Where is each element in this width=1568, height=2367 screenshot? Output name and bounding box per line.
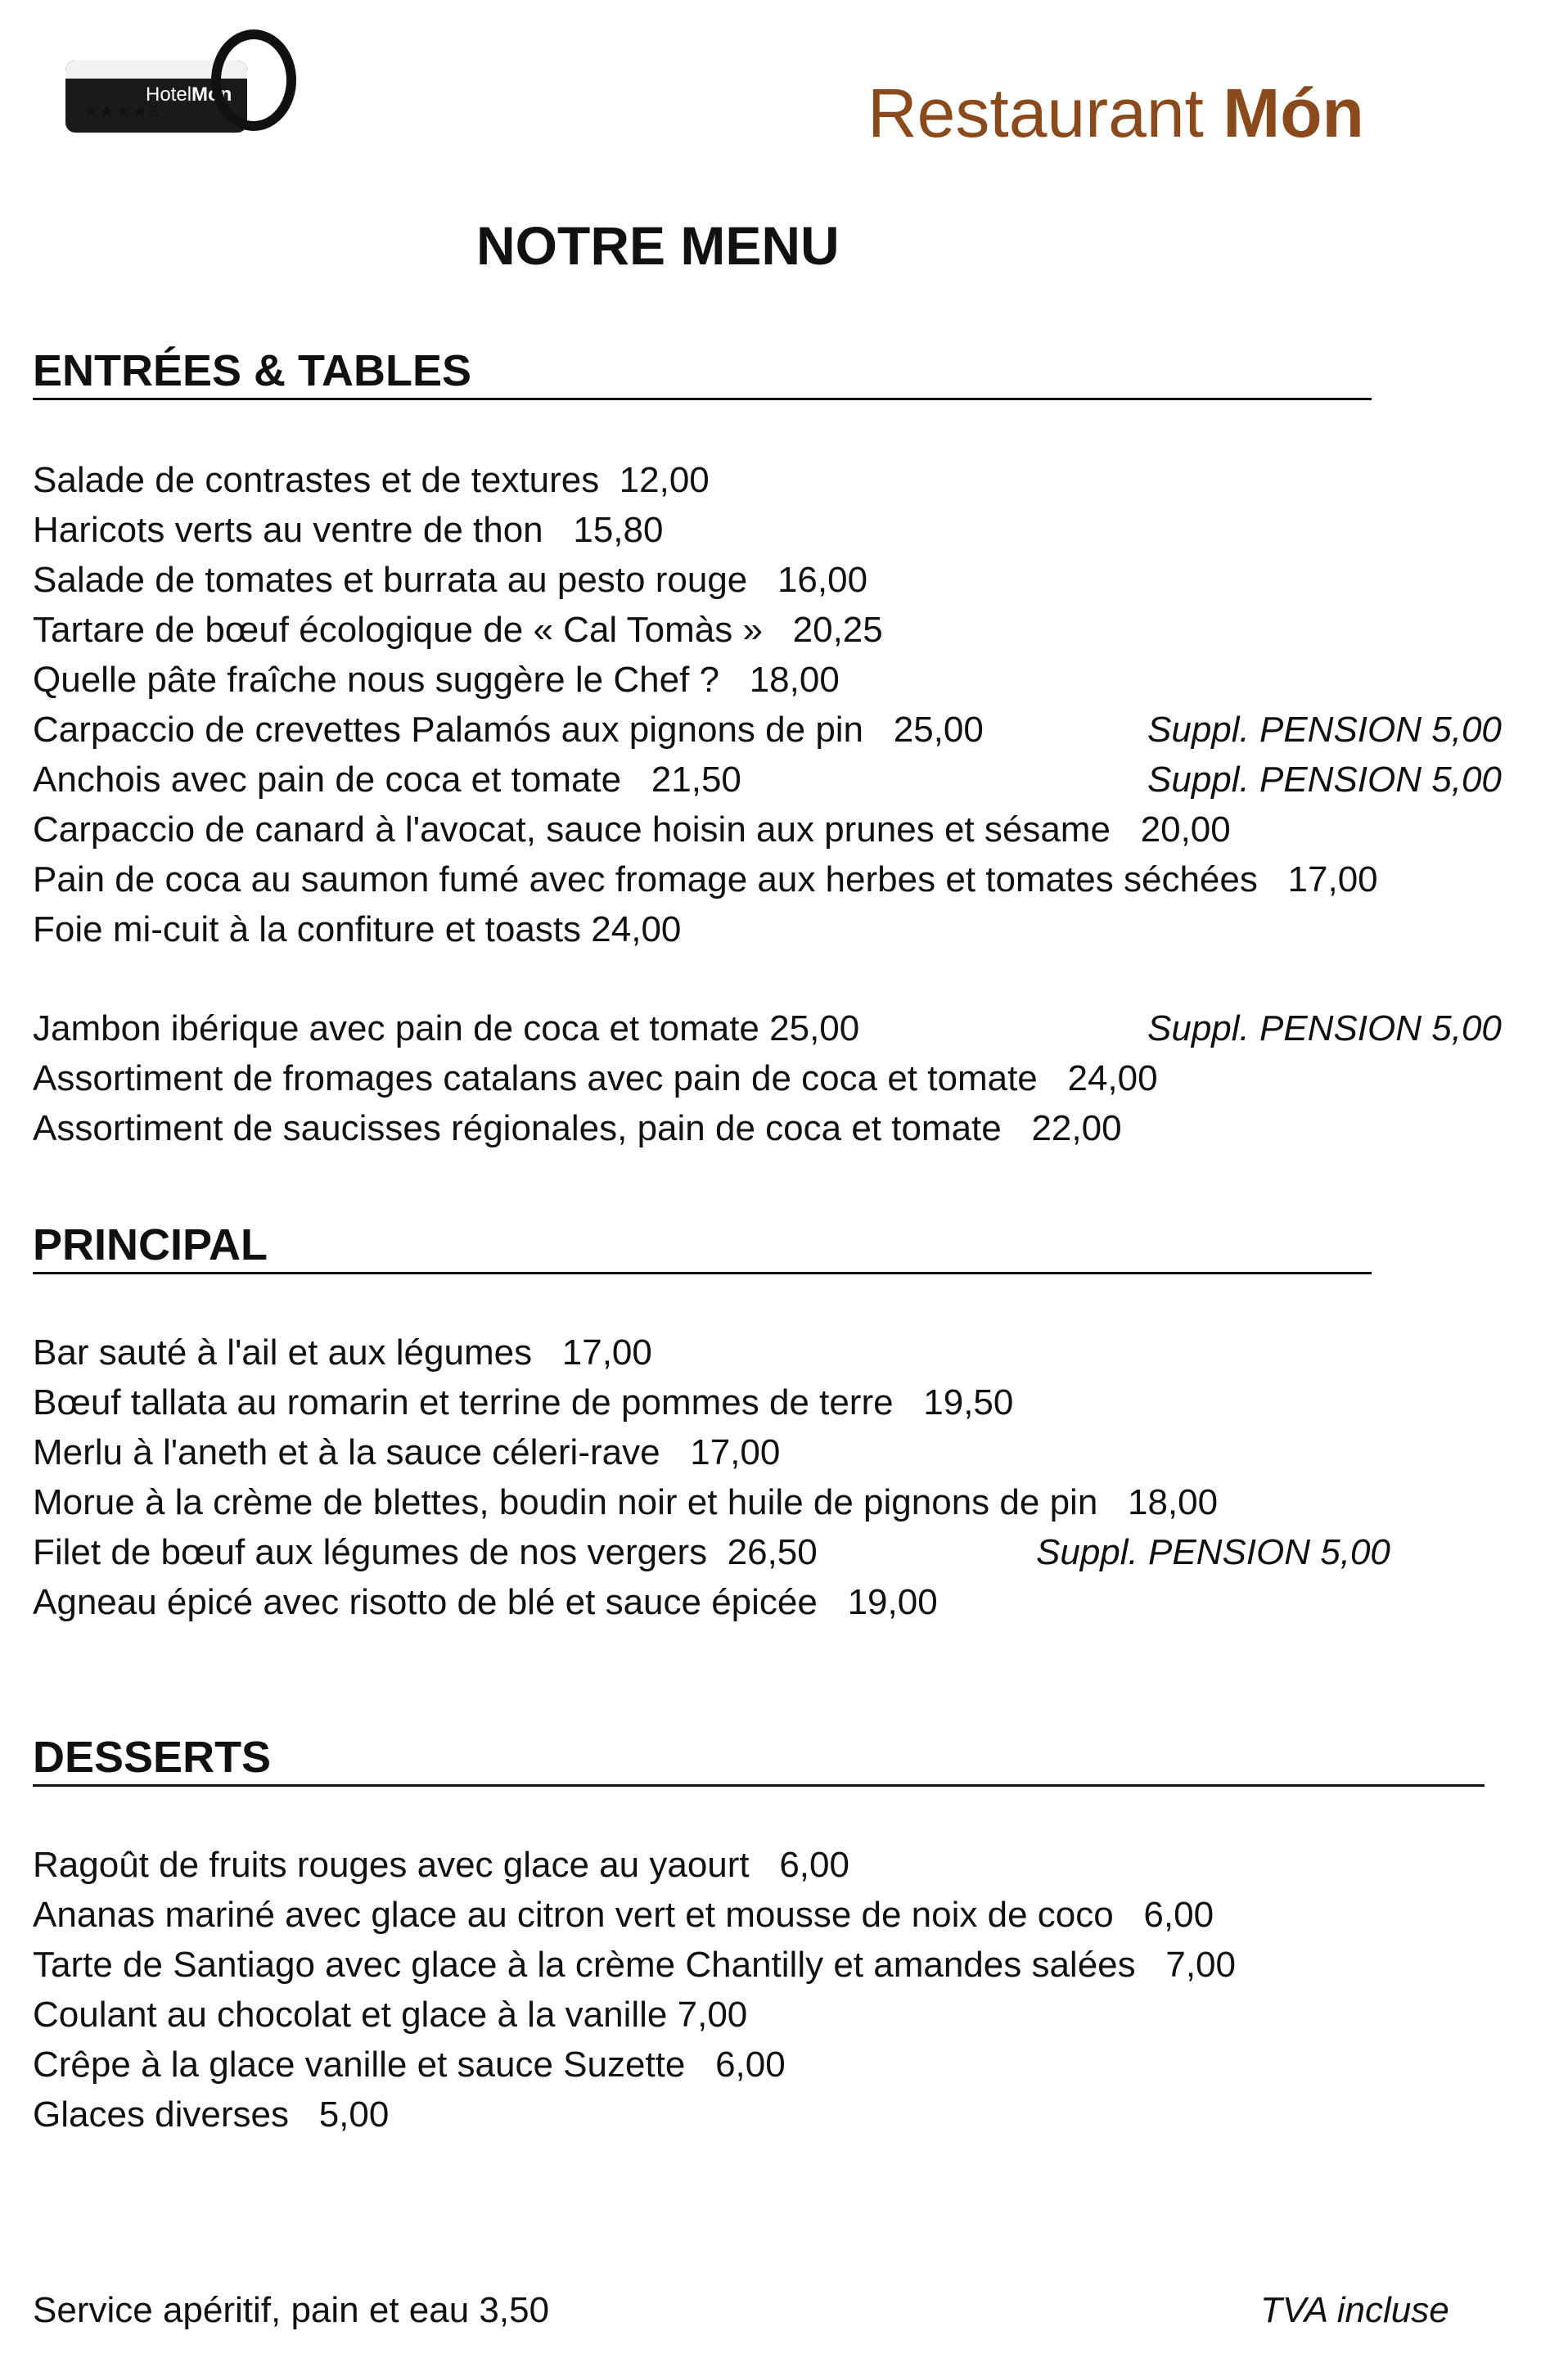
desserts-list <box>33 1840 1236 2139</box>
menu-item: Anchois avec pain de coca et tomate 21,50 Suppl. PENSION 5,00 <box>33 755 1378 805</box>
menu-item: Bar sauté à l'ail et aux légumes 17,00 <box>33 1332 652 1373</box>
footer-tax-note: TVA incluse <box>1260 2290 1449 2330</box>
menu-item: Bœuf tallata au romarin et terrine de pommes de terre 19,50 <box>33 1382 1014 1422</box>
menu-item: Ananas mariné avec glace au citron vert et mousse de noix de coco 6,00 <box>33 1895 1214 1935</box>
menu-item: Agneau épicé avec risotto de blé et sauce épicée 19,00 <box>33 1582 938 1622</box>
hotel-logo <box>65 29 303 139</box>
menu-item: Carpaccio de canard à l'avocat, sauce hoisin aux prunes et sésame 20,00 <box>33 809 1231 850</box>
menu-item: Morue à la crème de blettes, boudin noir et huile de pignons de pin 18,00 <box>33 1482 1219 1522</box>
menu-title: NOTRE MENU <box>476 215 840 276</box>
menu-item: Assortiment de fromages catalans avec pain de coca et tomate 24,00 <box>33 1058 1158 1098</box>
section-heading-desserts: DESSERTS <box>33 1730 1485 1787</box>
restaurant-name: Món <box>1223 74 1364 151</box>
menu-item: Tartare de bœuf écologique de « Cal Tomàs » 20,25 <box>33 610 883 650</box>
menu-item: Merlu à l'aneth et à la sauce céleri-rave 17,00 <box>33 1432 781 1472</box>
menu-item: Assortiment de saucisses régionales, pain de coca et tomate 22,00 <box>33 1108 1122 1148</box>
supplement-note: Suppl. PENSION 5,00 <box>1147 1008 1502 1048</box>
entrees-list-cured <box>33 1003 1502 1153</box>
logo-name-regular: Hotel <box>146 83 192 106</box>
principal-list <box>33 1328 1390 1627</box>
menu-item: Quelle pâte fraîche nous suggère le Chef ? 18,00 <box>33 660 840 700</box>
menu-item: Salade de tomates et burrata au pesto rouge 16,00 <box>33 560 868 600</box>
logo-name-bold: Món <box>191 83 232 106</box>
menu-item: Glaces diverses 5,00 <box>33 2094 390 2135</box>
footer-service-note: Service apéritif, pain et eau 3,50 <box>33 2290 550 2330</box>
menu-item: Coulant au chocolat et glace à la vanille 7,00 <box>33 1995 748 2035</box>
menu-item: Haricots verts au ventre de thon 15,80 <box>33 510 664 550</box>
menu-item: Pain de coca au saumon fumé avec fromage aux herbes et tomates séchées 17,00 <box>33 859 1378 899</box>
entrees-list <box>33 455 1502 954</box>
supplement-note: Suppl. PENSION 5,00 <box>1147 760 1502 800</box>
menu-item: Filet de bœuf aux légumes de nos vergers 26,50 Suppl. PENSION 5,00 <box>33 1527 1218 1577</box>
menu-item: Salade de contrastes et de textures 12,00 <box>33 460 710 500</box>
logo-ring-icon <box>211 29 296 131</box>
menu-item: Jambon ibérique avec pain de coca et tomate 25,00 Suppl. PENSION 5,00 <box>33 1003 1158 1053</box>
restaurant-word: Restaurant <box>867 74 1204 151</box>
menu-item: Foie mi-cuit à la confiture et toasts 24,00 <box>33 909 682 949</box>
restaurant-title <box>867 74 1364 153</box>
supplement-note: Suppl. PENSION 5,00 <box>1147 710 1502 750</box>
menu-item: Carpaccio de crevettes Palamós aux pignons de pin 25,00 Suppl. PENSION 5,00 <box>33 705 1378 755</box>
menu-item: Tarte de Santiago avec glace à la crème Chantilly et amandes salées 7,00 <box>33 1945 1236 1985</box>
menu-item: Crêpe à la glace vanille et sauce Suzette 6,00 <box>33 2045 786 2085</box>
section-heading-entrees: ENTRÉES & TABLES <box>33 344 1372 400</box>
logo-rating: ★★★★S <box>83 103 162 121</box>
menu-item: Ragoût de fruits rouges avec glace au yaourt 6,00 <box>33 1845 849 1885</box>
supplement-note: Suppl. PENSION 5,00 <box>1036 1532 1390 1572</box>
section-heading-principal: PRINCIPAL <box>33 1218 1372 1274</box>
